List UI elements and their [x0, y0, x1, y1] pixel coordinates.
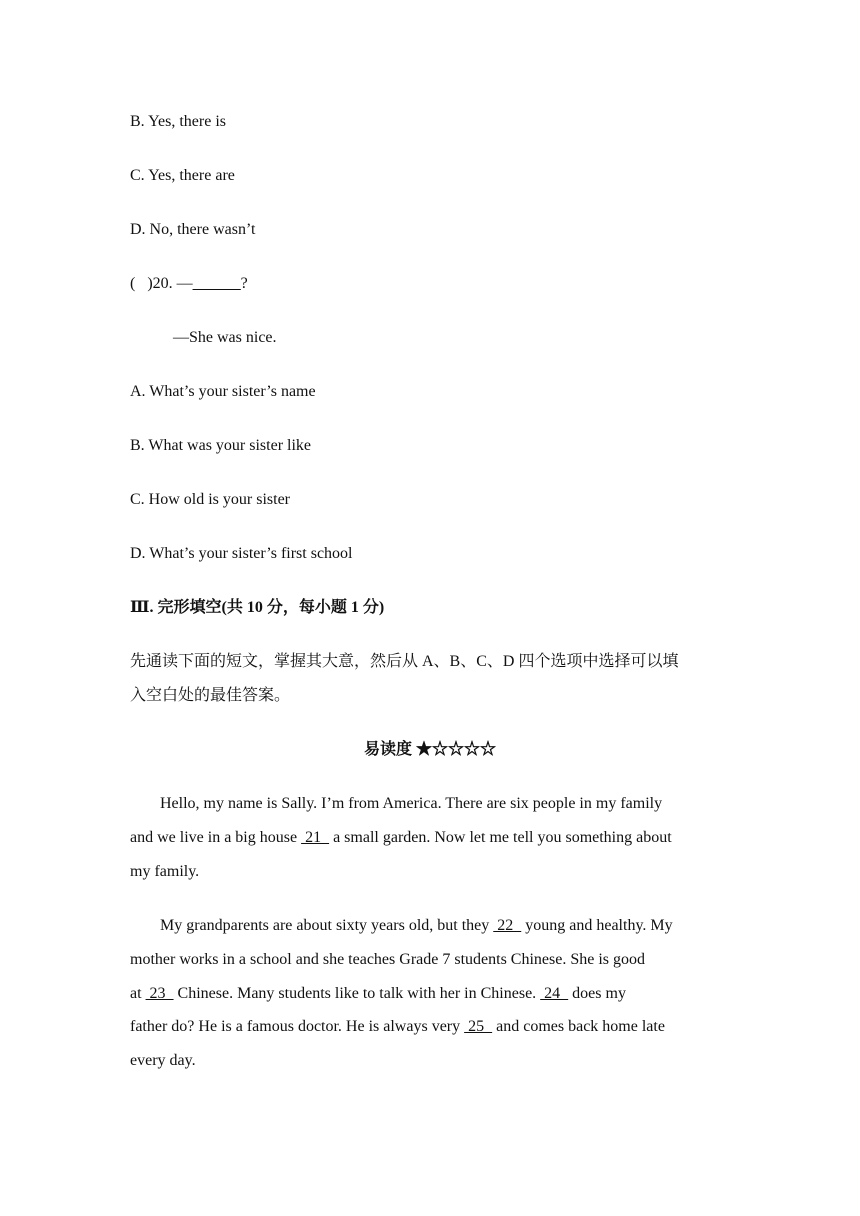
passage-text: a small garden. Now let me tell you something about [329, 829, 672, 846]
section-instruction-line1: 先通读下面的短文，掌握其大意，然后从 A、B、C、D 四个选项中选择可以填 [130, 653, 679, 670]
section-instruction-line2: 入空白处的最佳答案。 [130, 687, 291, 704]
passage-text: and comes back home late [492, 1018, 665, 1035]
passage-text: My grandparents are about sixty years old, but they [160, 917, 494, 934]
q20-option-c: C. How old is your sister [130, 491, 290, 508]
q20-option-d: D. What’s your sister’s first school [130, 545, 353, 562]
q20-stem [130, 274, 248, 294]
section-heading: Ⅲ. 完形填空(共 10 分，每小题 1 分) [130, 599, 385, 616]
blank-25: 25 [464, 1018, 493, 1035]
passage-p1-line2 [130, 828, 672, 848]
blank-22: 22 [493, 917, 522, 934]
passage-text: young and healthy. My [521, 917, 673, 934]
passage-p2-line5: every day. [130, 1052, 196, 1069]
passage-p2-line4 [130, 1017, 665, 1037]
q20-option-a: A. What’s your sister’s name [130, 383, 316, 400]
difficulty-rating: 易读度 ★☆☆☆☆ [363, 741, 496, 758]
passage-text: does my [568, 985, 626, 1002]
passage-p2-line1 [160, 916, 673, 936]
passage-p2-line2: mother works in a school and she teaches Grade 7 students Chinese. She is good [130, 951, 646, 968]
passage-p2-line3 [130, 984, 626, 1004]
passage-text: at [130, 985, 146, 1002]
blank-24: 24 [540, 985, 569, 1002]
q20-answer-line: —She was nice. [173, 329, 277, 346]
blank-23: 23 [145, 985, 174, 1002]
q20-stem-suffix: ? [240, 275, 248, 292]
q19-option-b: B. Yes, there is [130, 113, 227, 130]
passage-text: and we live in a big house [130, 829, 302, 846]
q19-option-d: D. No, there wasn’t [130, 221, 256, 238]
blank-21: 21 [301, 829, 330, 846]
q20-stem-prefix: ( )20. — [130, 275, 193, 292]
q20-option-b: B. What was your sister like [130, 437, 312, 454]
q19-option-c: C. Yes, there are [130, 167, 235, 184]
passage-p1-line3: my family. [130, 863, 200, 880]
q20-stem-blank: ______ [192, 275, 241, 292]
passage-p1-line1: Hello, my name is Sally. I’m from America. There are six people in my family [160, 795, 663, 812]
passage-text: father do? He is a famous doctor. He is always very [130, 1018, 465, 1035]
passage-text: Chinese. Many students like to talk with her in Chinese. [173, 985, 541, 1002]
